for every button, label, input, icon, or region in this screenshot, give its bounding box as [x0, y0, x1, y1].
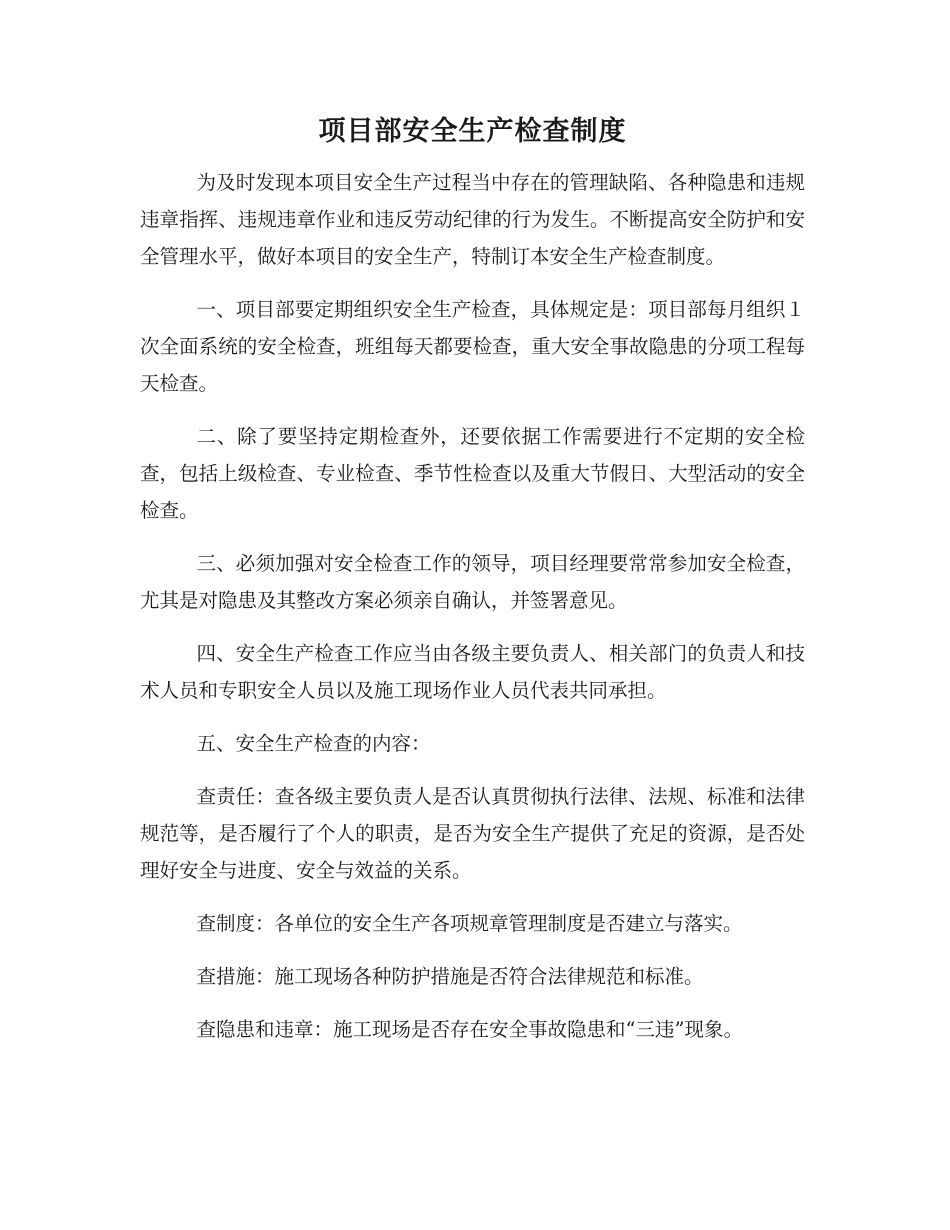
paragraph-item-4: 四、安全生产检查工作应当由各级主要负责人、相关部门的负责人和技术人员和专职安全人员以及施工现场作业人员代表共同承担。 — [140, 642, 805, 702]
paragraph-check-responsibility: 查责任：查各级主要负责人是否认真贯彻执行法律、法规、标准和法律规范等，是否履行了个人的职责，是否为安全生产提供了充足的资源，是否处理好安全与进度、安全与效益的关系。 — [140, 785, 805, 882]
document-page — [140, 108, 805, 1064]
paragraph-check-system: 查制度：各单位的安全生产各项规章管理制度是否建立与落实。 — [196, 912, 743, 935]
paragraph-item-3: 三、必须加强对安全检查工作的领导，项目经理要常常参加安全检查，尤其是对隐患及其整改方案必须亲自确认，并签署意见。 — [140, 552, 805, 612]
document-title: 项目部安全生产检查制度 — [318, 116, 627, 147]
paragraph-item-2: 二、除了要坚持定期检查外，还要依据工作需要进行不定期的安全检查，包括上级检查、专业检查、季节性检查以及重大节假日、大型活动的安全检查。 — [140, 425, 805, 522]
paragraph-item-5: 五、安全生产检查的内容： — [196, 732, 431, 755]
paragraph-check-hazards: 查隐患和违章：施工现场是否存在安全事故隐患和“三违”现象。 — [196, 1018, 743, 1041]
paragraph-intro: 为及时发现本项目安全生产过程当中存在的管理缺陷、各种隐患和违规违章指挥、违规违章作业和违反劳动纪律的行为发生。不断提高安全防护和安全管理水平，做好本项目的安全生产，特制订本安全生产检查制度。 — [140, 171, 805, 268]
paragraph-check-measures: 查措施：施工现场各种防护措施是否符合法律规范和标准。 — [196, 965, 704, 988]
paragraph-item-1: 一、项目部要定期组织安全生产检查，具体规定是：项目部每月组织１次全面系统的安全检查，班组每天都要检查，重大安全事故隐患的分项工程每天检查。 — [140, 298, 805, 395]
